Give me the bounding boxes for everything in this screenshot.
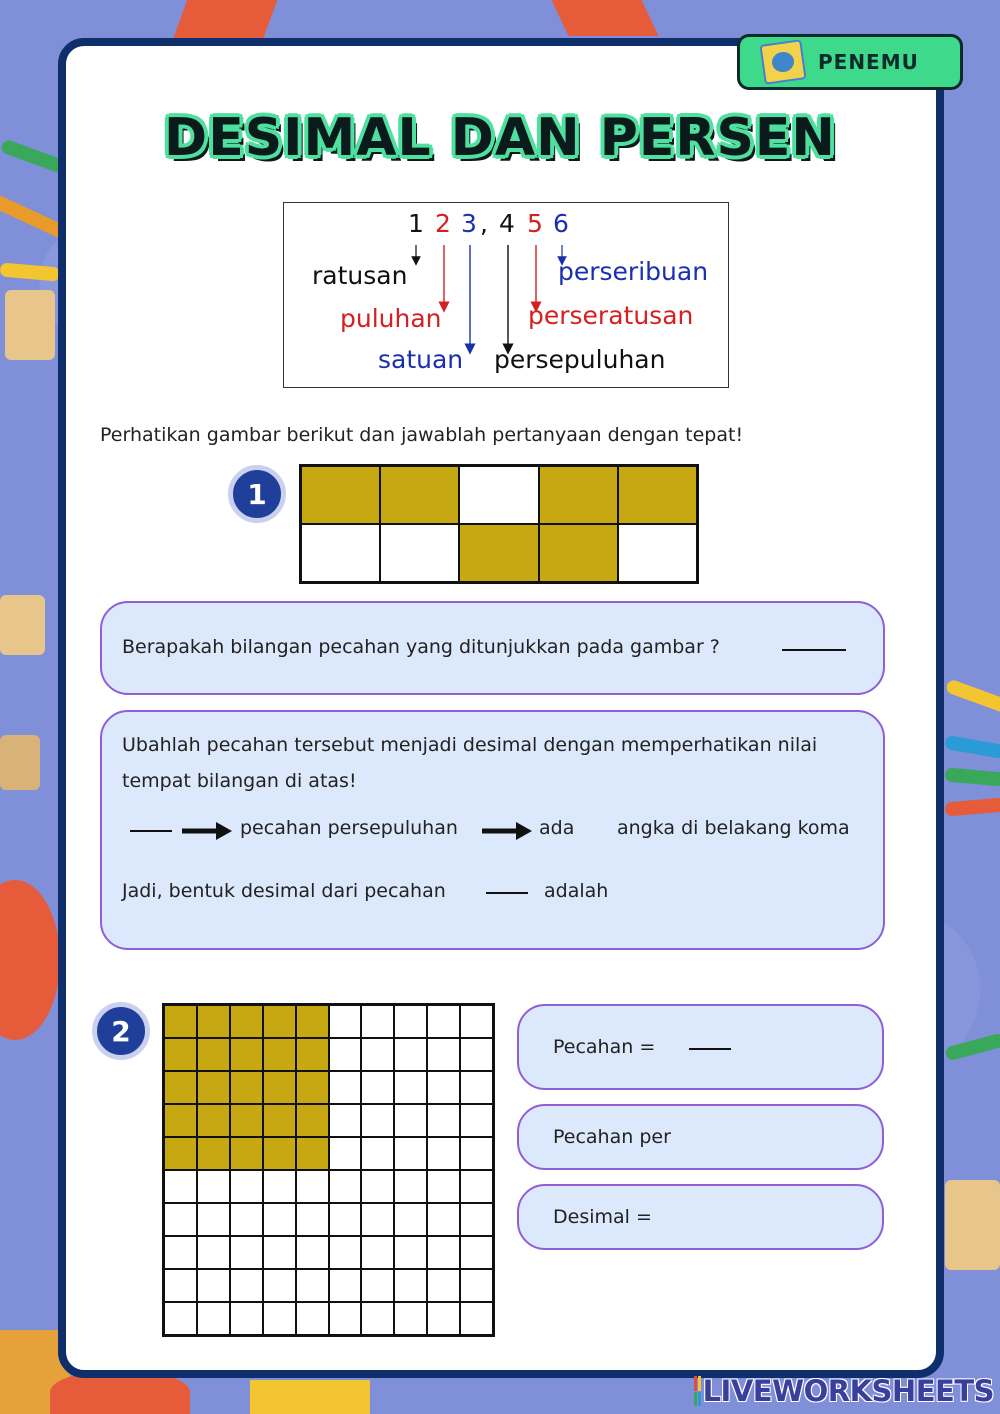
grid-cell-shaded bbox=[164, 1104, 197, 1137]
grid-cell bbox=[296, 1236, 329, 1269]
fraction-blank-conclusion[interactable] bbox=[486, 892, 528, 894]
digit-6: 6 bbox=[553, 209, 569, 238]
grid-cell bbox=[460, 1302, 493, 1335]
grid-cell bbox=[329, 1071, 362, 1104]
grid-cell bbox=[197, 1269, 230, 1302]
grid-cell bbox=[329, 1170, 362, 1203]
fraction-blank-step[interactable] bbox=[130, 830, 172, 832]
badge-label: PENEMU bbox=[818, 50, 919, 74]
grid-cell bbox=[329, 1203, 362, 1236]
grid-cell-shaded bbox=[296, 1104, 329, 1137]
question-box-fraction bbox=[100, 601, 885, 695]
grid-cell bbox=[361, 1302, 394, 1335]
grid-cell-shaded bbox=[230, 1104, 263, 1137]
grid-cell bbox=[197, 1203, 230, 1236]
grid-cell bbox=[164, 1236, 197, 1269]
grid-cell bbox=[263, 1302, 296, 1335]
grid-cell bbox=[460, 1137, 493, 1170]
conclusion-prefix: Jadi, bentuk desimal dari pecahan bbox=[122, 880, 446, 902]
grid-cell-shaded bbox=[164, 1137, 197, 1170]
grid-cell-shaded bbox=[263, 1071, 296, 1104]
grid-cell bbox=[460, 1038, 493, 1071]
grid-cell bbox=[361, 1071, 394, 1104]
grid-cell bbox=[427, 1104, 460, 1137]
pecahan-per-answer-box bbox=[517, 1104, 884, 1170]
grid-cell bbox=[460, 1236, 493, 1269]
grid-cell bbox=[427, 1170, 460, 1203]
grid-cell bbox=[329, 1038, 362, 1071]
grid-cell-shaded bbox=[197, 1005, 230, 1038]
grid-cell bbox=[329, 1005, 362, 1038]
instruction-text: Perhatikan gambar berikut dan jawablah pertanyaan dengan tepat! bbox=[100, 424, 744, 446]
pecahan-answer-box bbox=[517, 1004, 884, 1090]
grid-cell bbox=[329, 1137, 362, 1170]
grid-cell-shaded bbox=[539, 466, 618, 524]
grid-cell bbox=[361, 1005, 394, 1038]
grid-cell bbox=[427, 1137, 460, 1170]
grid-cell bbox=[230, 1269, 263, 1302]
question-fraction-text: Berapakah bilangan pecahan yang ditunjukkan pada gambar ? bbox=[122, 636, 720, 658]
grid-cell bbox=[427, 1203, 460, 1236]
fraction-answer-blank[interactable] bbox=[782, 649, 846, 651]
grid-cell-shaded bbox=[197, 1071, 230, 1104]
footer-brand: LIVEWORKSHEETS bbox=[702, 1374, 994, 1408]
convert-instruction-line1: Ubahlah pecahan tersebut menjadi desimal dengan memperhatikan nilai bbox=[122, 734, 818, 756]
grid-cell bbox=[164, 1170, 197, 1203]
grid-cell-shaded bbox=[197, 1038, 230, 1071]
step-pecahan-text: pecahan persepuluhan bbox=[240, 817, 458, 839]
desimal-label: Desimal = bbox=[553, 1206, 652, 1228]
grid-cell bbox=[394, 1236, 427, 1269]
grid-cell bbox=[459, 466, 538, 524]
grid-cell bbox=[361, 1203, 394, 1236]
grid-cell bbox=[460, 1203, 493, 1236]
step-ada-text: ada bbox=[539, 817, 575, 839]
pecahan-label: Pecahan = bbox=[553, 1036, 656, 1058]
grid-cell bbox=[329, 1269, 362, 1302]
penemu-badge bbox=[737, 34, 963, 90]
decimal-comma: , bbox=[480, 209, 488, 238]
grid-cell bbox=[361, 1038, 394, 1071]
grid-cell bbox=[427, 1302, 460, 1335]
grid-cell bbox=[301, 524, 380, 582]
grid-cell-shaded bbox=[230, 1137, 263, 1170]
grid-cell bbox=[164, 1203, 197, 1236]
grid-cell bbox=[164, 1302, 197, 1335]
grid-cell-shaded bbox=[296, 1137, 329, 1170]
question-number-1: 1 bbox=[228, 465, 286, 523]
grid-cell bbox=[263, 1269, 296, 1302]
grid-cell bbox=[394, 1071, 427, 1104]
digit-5: 5 bbox=[527, 209, 543, 238]
grid-cell bbox=[329, 1302, 362, 1335]
right-arrow-icon bbox=[482, 820, 534, 842]
label-perseratusan: perseratusan bbox=[528, 301, 694, 330]
grid-cell bbox=[361, 1170, 394, 1203]
label-satuan: satuan bbox=[378, 345, 464, 374]
label-persepuluhan: persepuluhan bbox=[494, 345, 666, 374]
grid-cell bbox=[460, 1005, 493, 1038]
grid-cell bbox=[230, 1170, 263, 1203]
grid-cell-shaded bbox=[618, 466, 697, 524]
grid-cell bbox=[263, 1236, 296, 1269]
convert-instruction-line2: tempat bilangan di atas! bbox=[122, 770, 357, 792]
grid-cell bbox=[394, 1203, 427, 1236]
grid-cell bbox=[394, 1269, 427, 1302]
digit-3: 3 bbox=[461, 209, 477, 238]
grid-cell bbox=[197, 1302, 230, 1335]
grid-cell bbox=[361, 1236, 394, 1269]
step-angka-text: angka di belakang koma bbox=[617, 817, 850, 839]
desimal-answer-box bbox=[517, 1184, 884, 1250]
grid-cell-shaded bbox=[263, 1137, 296, 1170]
right-arrow-icon bbox=[182, 820, 234, 842]
grid-cell-shaded bbox=[263, 1104, 296, 1137]
digit-4: 4 bbox=[499, 209, 515, 238]
grid-cell bbox=[230, 1236, 263, 1269]
grid-cell-shaded bbox=[197, 1104, 230, 1137]
grid-cell-shaded bbox=[164, 1005, 197, 1038]
grid-cell bbox=[460, 1104, 493, 1137]
grid-cell bbox=[329, 1236, 362, 1269]
digit-2: 2 bbox=[435, 209, 451, 238]
grid-cell bbox=[361, 1104, 394, 1137]
grid-cell bbox=[329, 1104, 362, 1137]
grid-cell bbox=[394, 1170, 427, 1203]
grid-cell bbox=[460, 1269, 493, 1302]
grid-cell bbox=[427, 1071, 460, 1104]
grid-cell-shaded bbox=[301, 466, 380, 524]
grid-cell bbox=[263, 1170, 296, 1203]
label-perseribuan: perseribuan bbox=[558, 257, 709, 286]
grid-cell bbox=[296, 1203, 329, 1236]
grid-cell bbox=[197, 1170, 230, 1203]
grid-cell bbox=[427, 1038, 460, 1071]
grid-cell bbox=[164, 1269, 197, 1302]
grid-cell bbox=[394, 1104, 427, 1137]
question-number-2: 2 bbox=[92, 1002, 150, 1060]
grid-cell bbox=[427, 1236, 460, 1269]
digit-1: 1 bbox=[408, 209, 424, 238]
grid-cell-shaded bbox=[263, 1005, 296, 1038]
grid-cell bbox=[427, 1005, 460, 1038]
grid-cell bbox=[361, 1137, 394, 1170]
grid-cell bbox=[361, 1269, 394, 1302]
grid-cell bbox=[460, 1071, 493, 1104]
grid-cell bbox=[427, 1269, 460, 1302]
conclusion-suffix: adalah bbox=[544, 880, 609, 902]
grid-cell bbox=[394, 1038, 427, 1071]
grid-cell bbox=[197, 1236, 230, 1269]
liveworksheets-icon bbox=[694, 1376, 701, 1406]
pecahan-answer-blank[interactable] bbox=[689, 1048, 731, 1050]
grid-cell bbox=[380, 524, 459, 582]
grid-cell bbox=[618, 524, 697, 582]
grid-cell-shaded bbox=[296, 1071, 329, 1104]
grid-cell-shaded bbox=[230, 1071, 263, 1104]
liveworksheets-logo bbox=[694, 1372, 994, 1410]
grid-cell bbox=[394, 1137, 427, 1170]
pecahan-per-label: Pecahan per bbox=[553, 1126, 671, 1148]
grid-cell-shaded bbox=[197, 1137, 230, 1170]
grid-cell-shaded bbox=[230, 1005, 263, 1038]
label-puluhan: puluhan bbox=[340, 304, 442, 333]
question-box-convert bbox=[100, 710, 885, 950]
grid-cell bbox=[394, 1302, 427, 1335]
fraction-grid-1 bbox=[299, 464, 699, 584]
grid-cell-shaded bbox=[296, 1005, 329, 1038]
grid-cell bbox=[230, 1203, 263, 1236]
grid-cell-shaded bbox=[164, 1038, 197, 1071]
label-ratusan: ratusan bbox=[312, 261, 408, 290]
grid-cell bbox=[296, 1302, 329, 1335]
grid-cell-shaded bbox=[459, 524, 538, 582]
grid-cell-shaded bbox=[263, 1038, 296, 1071]
grid-cell-shaded bbox=[539, 524, 618, 582]
grid-cell bbox=[394, 1005, 427, 1038]
grid-cell bbox=[296, 1269, 329, 1302]
grid-cell-shaded bbox=[230, 1038, 263, 1071]
grid-cell bbox=[296, 1170, 329, 1203]
map-icon bbox=[759, 39, 806, 84]
grid-cell bbox=[263, 1203, 296, 1236]
hundred-grid bbox=[162, 1003, 495, 1337]
grid-cell-shaded bbox=[380, 466, 459, 524]
grid-cell-shaded bbox=[296, 1038, 329, 1071]
grid-cell-shaded bbox=[164, 1071, 197, 1104]
place-value-diagram bbox=[283, 202, 729, 388]
page-title: DESIMAL DAN PERSEN bbox=[164, 108, 836, 168]
grid-cell bbox=[460, 1170, 493, 1203]
grid-cell bbox=[230, 1302, 263, 1335]
